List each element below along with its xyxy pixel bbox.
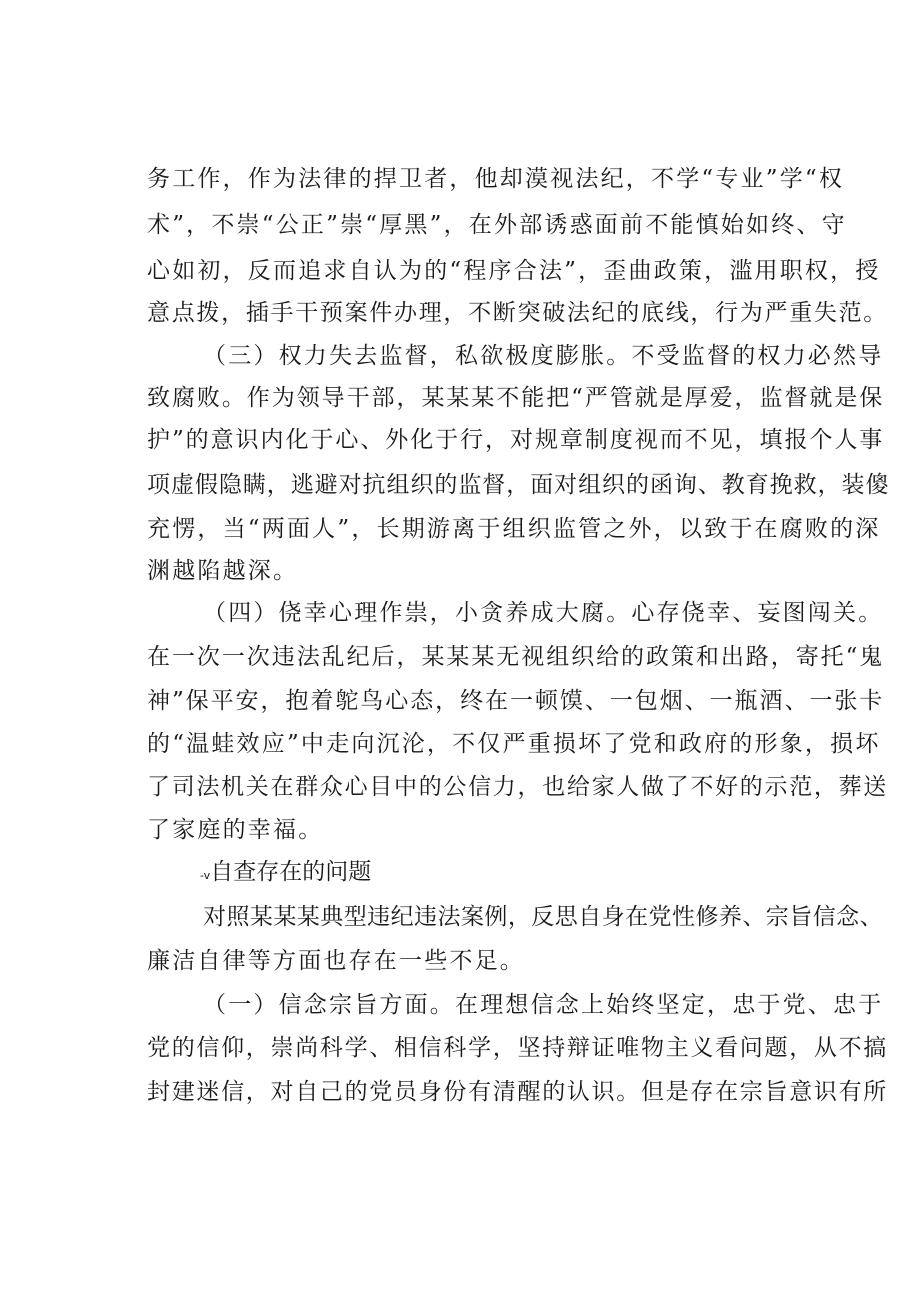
- paragraph-line: 术”，不崇“公正”崇“厚黑”，在外部诱惑面前不能慎始如终、守: [147, 212, 847, 238]
- paragraph-line: 护”的意识内化于心、外化于行，对规章制度视而不见，填报个人事: [147, 427, 885, 453]
- paragraph-line: 致腐败。作为领导干部，某某某不能把“严管就是厚爱，监督就是保: [147, 385, 885, 411]
- paragraph-line: 项虚假隐瞒，逃避对抗组织的监督，面对组织的函询、教育挽救，装傻: [147, 472, 890, 498]
- heading-marker: -v: [200, 869, 211, 882]
- paragraph-line: （三）权力失去监督，私欲极度膨胀。不受监督的权力必然导: [203, 343, 884, 369]
- paragraph-line: 对照某某某典型违纪违法案例，反思自身在党性修养、宗旨信念、: [203, 904, 884, 930]
- paragraph-line: 在一次一次违法乱纪后，某某某无视组织给的政策和出路，寄托“鬼: [147, 644, 885, 670]
- paragraph-line: 渊越陷越深。: [147, 558, 299, 584]
- paragraph-line: （四）侥幸心理作祟，小贪养成大腐。心存侥幸、妄图闯关。: [203, 600, 884, 626]
- paragraph-line: 的“温蛙效应”中走向沉沦，不仅严重损坏了党和政府的形象，损坏: [147, 731, 881, 757]
- paragraph-line: 神”保平安，抱着鸵鸟心态，终在一顿馍、一包烟、一瓶酒、一张卡: [147, 688, 885, 714]
- heading-title: 自查存在的问题: [210, 859, 372, 885]
- paragraph-line: 封建迷信，对自己的党员身份有清醒的认识。但是存在宗旨意识有所: [147, 1079, 888, 1105]
- paragraph-line: 了司法机关在群众心目中的公信力，也给家人做了不好的示范，葬送: [147, 774, 888, 800]
- paragraph-line: 了家庭的幸福。: [147, 817, 324, 843]
- paragraph-line: 心如初，反而追求自认为的“程序合法”，歪曲政策，滥用职权，授: [147, 258, 881, 284]
- paragraph-line: 廉洁自律等方面也存在一些不足。: [147, 948, 525, 974]
- paragraph-line: 充愣，当“两面人”，长期游离于组织监管之外，以致于在腐败的深: [147, 516, 881, 542]
- paragraph-line: 党的信仰，崇尚科学、相信科学，坚持辩证唯物主义看问题，从不搞: [147, 1035, 888, 1061]
- paragraph-line: （一）信念宗旨方面。在理想信念上始终坚定，忠于党、忠于: [203, 992, 884, 1018]
- section-heading: [200, 857, 371, 891]
- paragraph-line: 务工作，作为法律的捍卫者，他却漠视法纪，不学“专业”学“权: [147, 166, 845, 192]
- paragraph-line: 意点拨，插手干预案件办理，不断突破法纪的底线，行为严重失范。: [147, 300, 888, 326]
